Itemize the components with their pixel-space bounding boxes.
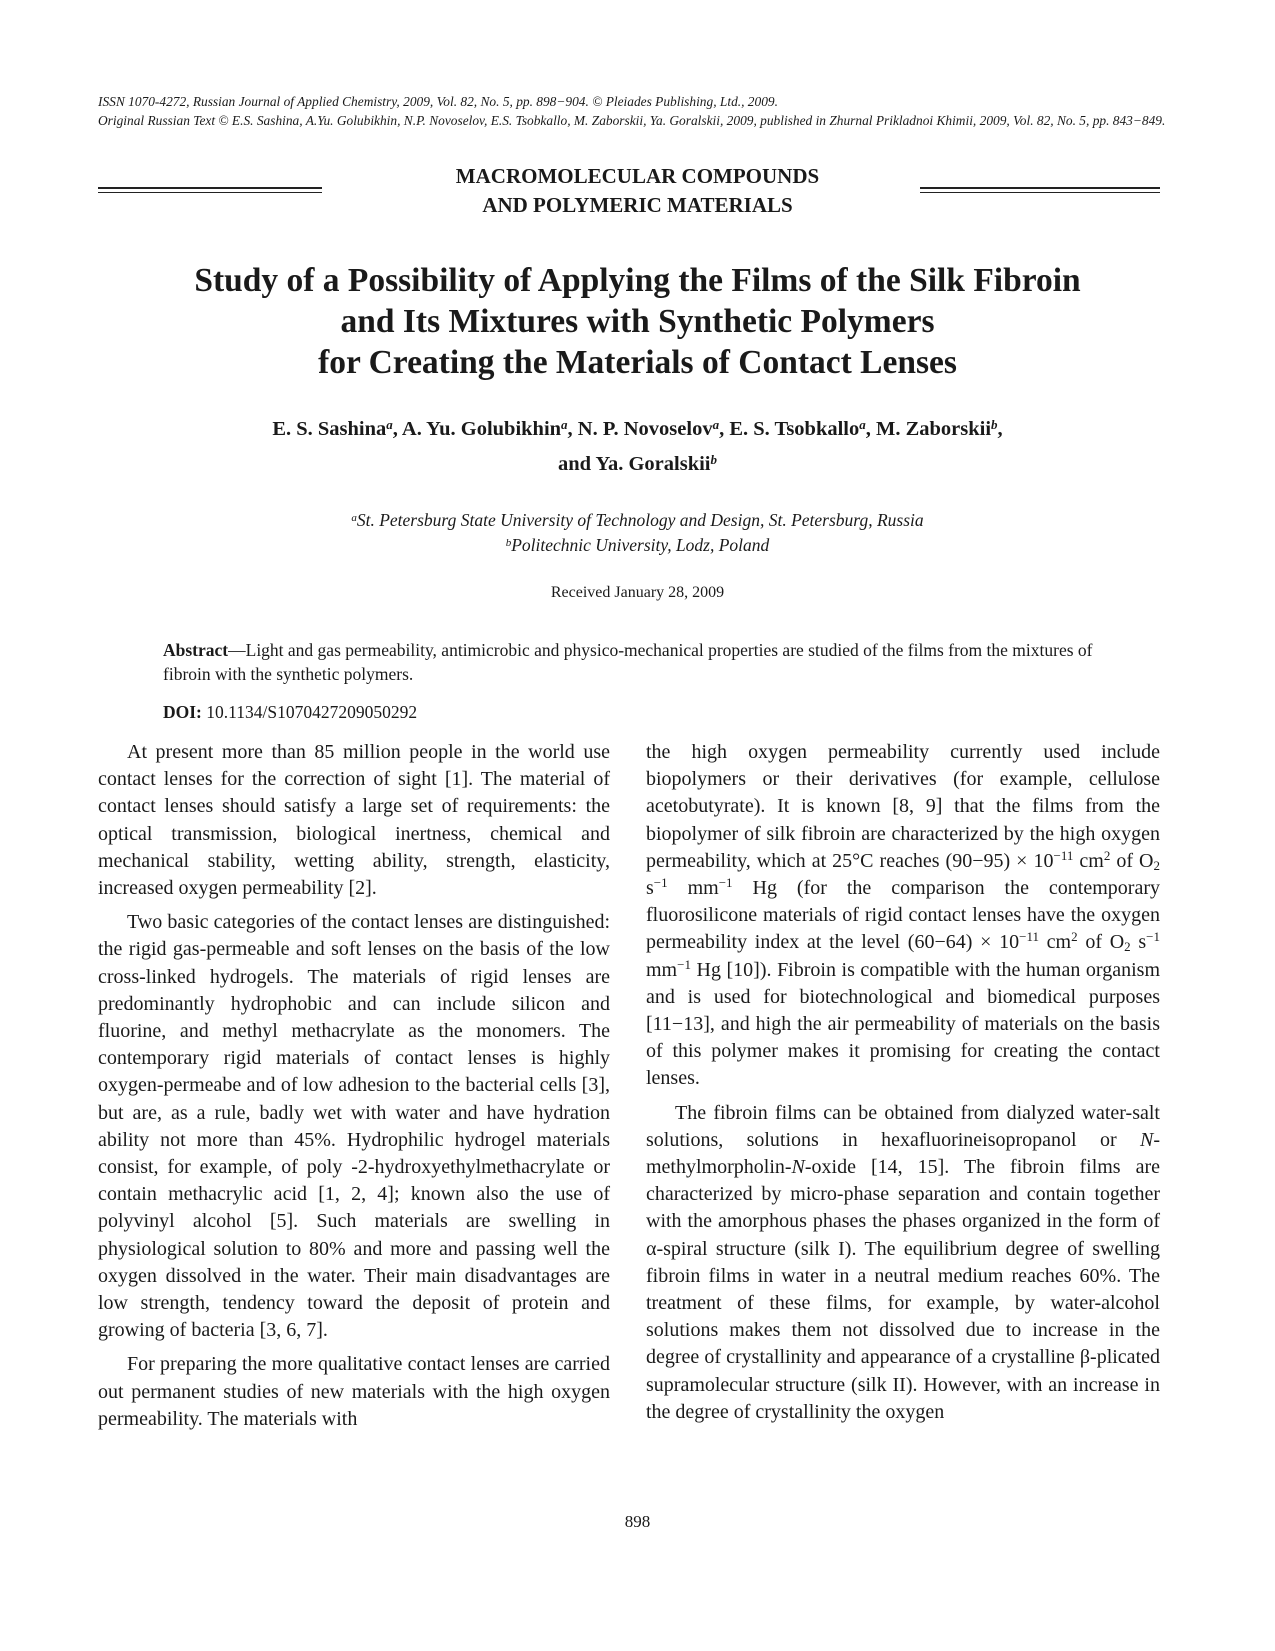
page-number: 898 [624, 1512, 651, 1531]
authors-line2 [0, 447, 1275, 482]
affiliation-text: Politechnic University, Lodz, Poland [511, 535, 770, 555]
abstract [163, 638, 1103, 686]
doi-label: DOI: [163, 702, 202, 722]
body-paragraph [646, 1100, 1160, 1426]
author-separator: , [865, 418, 876, 440]
italic-text: N [791, 1156, 805, 1179]
superscript: −1 [677, 956, 691, 972]
author-name: E. S. Tsobkallo [729, 418, 860, 440]
title-line2: and Its Mixtures with Synthetic Polymers [340, 303, 935, 340]
body-paragraph [646, 739, 1160, 1093]
body-paragraph: For preparing the more qualitative contact lenses are carried out permanent studies of new materials with the high oxygen permeability. The materials with [98, 1353, 610, 1430]
author-name: E. S. Sashina [272, 418, 387, 440]
body-paragraph: At present more than 85 million people in the world use contact lenses for the correction of sight [1]. The material of contact lenses should satisfy a large set of requirements: the optical transmission, biological inertness, chemical and mechanical stability, wetting ability, strength, elasticity, increased oxygen permeability [2]. [98, 741, 610, 900]
author-conjunction: and [558, 453, 596, 475]
text-run: The fibroin films can be obtained from dialyzed water-salt solutions, solutions in hexafluorineisopropanol or [646, 1101, 1160, 1151]
superscript: −1 [718, 875, 733, 891]
superscript: 2 [1071, 929, 1078, 945]
abstract-label: Abstract [163, 640, 229, 660]
text-run: cm [1038, 931, 1072, 954]
title-line3: for Creating the Materials of Contact Lenses [318, 344, 957, 381]
section-heading [0, 162, 1275, 220]
superscript: −1 [653, 875, 668, 891]
subscript: 2 [1153, 857, 1160, 873]
body-paragraph: Two basic categories of the contact lenses are distinguished: the rigid gas-permeable and soft lenses on the basis of the low cross-linked hydrogels. The materials of rigid lenses are predominantly hydrophobic and can include silicon and fluorine, and methyl methacrylate as the monomers. The contemporary rigid materials of contact lenses is highly oxygen-permeabe and of low adhesion to the bacterial cells [3], but are, as a rule, badly wet with water and have hydration ability not more than 45%. Hydrophilic hydrogel materials consist, for example, of poly -2-hydroxyethylmethacrylate or contain methacrylic acid [1, 2, 4]; known also the use of polyvinyl alcohol [5]. Such materials are swelling in physiological solution to 80% and more and passing well the oxygen dissolved in the water. Their main disadvantages are low strength, tendency toward the deposit of protein and growing of bacteria [3, 6, 7]. [98, 911, 610, 1342]
received-date: Received January 28, 2009 [550, 584, 725, 601]
author-affiliation-mark: a [712, 417, 720, 432]
author-name: Ya. Goralskii [595, 453, 711, 475]
superscript: −11 [1053, 847, 1074, 863]
text-run: -oxide [14, 15]. The fibroin films are characterized by micro-phase separation and contain together with the amorphous phases the phases organized in the form of α-spiral structure (silk I). The equilibrium degree of swelling fibroin films in water in a neutral medium reaches 60%. The treatment of these films, for example, by water-alcohol solutions makes them not dissolved due to increase in the degree of crystallinity and appearance of a crystalline β-plicated supramolecular structure (silk II). However, with an increase in the degree of crystallinity the oxygen [646, 1156, 1160, 1423]
text-run: s [646, 877, 654, 900]
superscript: 2 [1103, 847, 1111, 863]
section-heading-line1: MACROMOLECULAR COMPOUNDS [455, 164, 820, 188]
doi [163, 700, 417, 724]
author-separator: , [719, 418, 730, 440]
affiliations [0, 508, 1275, 558]
paper-title [0, 260, 1275, 383]
text-run: cm [1073, 849, 1104, 872]
body-right-column [646, 739, 1160, 1433]
section-heading-line2: AND POLYMERIC MATERIALS [482, 193, 793, 217]
author-name: A. Yu. Golubikhin [401, 418, 562, 440]
author-affiliation-mark: b [991, 417, 998, 432]
author-affiliation-mark: b [710, 452, 717, 467]
journal-header [98, 93, 1178, 130]
text-run: of O [1077, 931, 1125, 954]
author-list [0, 412, 1275, 482]
text-run: mm [667, 877, 719, 900]
affiliation-text: St. Petersburg State University of Technology and Design, St. Petersburg, Russia [356, 510, 924, 530]
author-name: M. Zaborskii [876, 418, 992, 440]
author-separator: , [997, 418, 1003, 440]
author-separator: , [567, 418, 578, 440]
author-name: N. P. Novoselov [577, 418, 713, 440]
superscript: −11 [1019, 929, 1039, 945]
text-run: Hg (for the comparison the contemporary fluorosilicone materials of rigid contact lenses have the oxygen permeability index at the level (60−64) × 10 [646, 877, 1160, 954]
author-affiliation-mark: a [386, 417, 393, 432]
body-left-column [98, 739, 610, 1440]
affiliation-mark: a [351, 512, 357, 524]
header-issn-line: ISSN 1070-4272, Russian Journal of Applied Chemistry, 2009, Vol. 82, No. 5, pp. 898−904. © Pleiades Publishing, Ltd., 2009. [98, 94, 778, 109]
affiliation-a [0, 508, 1275, 533]
abstract-text: —Light and gas permeability, antimicrobic and physico-mechanical properties are studied of the films from the mixtures of fibroin with the synthetic polymers. [163, 640, 1093, 684]
text-run: Hg [10]). Fibroin is compatible with the human organism and is used for biotechnological and biomedical purposes [11−13], and high the air permeability of materials on the basis of this polymer makes it promising for creating the contact lenses. [646, 958, 1160, 1090]
affiliation-b [0, 533, 1275, 558]
italic-text: N [1139, 1128, 1154, 1151]
author-affiliation-mark: a [859, 417, 866, 432]
title-line1: Study of a Possibility of Applying the Films of the Silk Fibroin [194, 262, 1081, 299]
subscript: 2 [1124, 939, 1131, 955]
text-run: s [1130, 931, 1147, 954]
text-run: -methylmorpholin- [646, 1128, 1160, 1179]
doi-value: 10.1134/S1070427209050292 [206, 702, 418, 722]
author-separator: , [392, 418, 402, 440]
author-affiliation-mark: a [561, 417, 568, 432]
text-run: of O [1110, 849, 1154, 872]
header-original-text-line: Original Russian Text © E.S. Sashina, A.Yu. Golubikhin, N.P. Novoselov, E.S. Tsobkallo, M. Zaborskii, Ya. Goralskii, 2009, published in Zhurnal Prikladnoi Khimii, 2009, Vol. 82, No. 5, pp. 843−849. [98, 112, 1166, 128]
authors-line1 [0, 412, 1275, 447]
text-run: the high oxygen permeability currently used include biopolymers or their derivatives (for example, cellulose acetobutyrate). It is known [8, 9] that the films from the biopolymer of silk fibroin are characterized by the high oxygen permeability, which at 25°C reaches (90−95) × 10 [646, 741, 1160, 872]
superscript: −1 [1146, 929, 1160, 945]
text-run: mm [646, 958, 678, 981]
affiliation-mark: b [505, 537, 512, 549]
